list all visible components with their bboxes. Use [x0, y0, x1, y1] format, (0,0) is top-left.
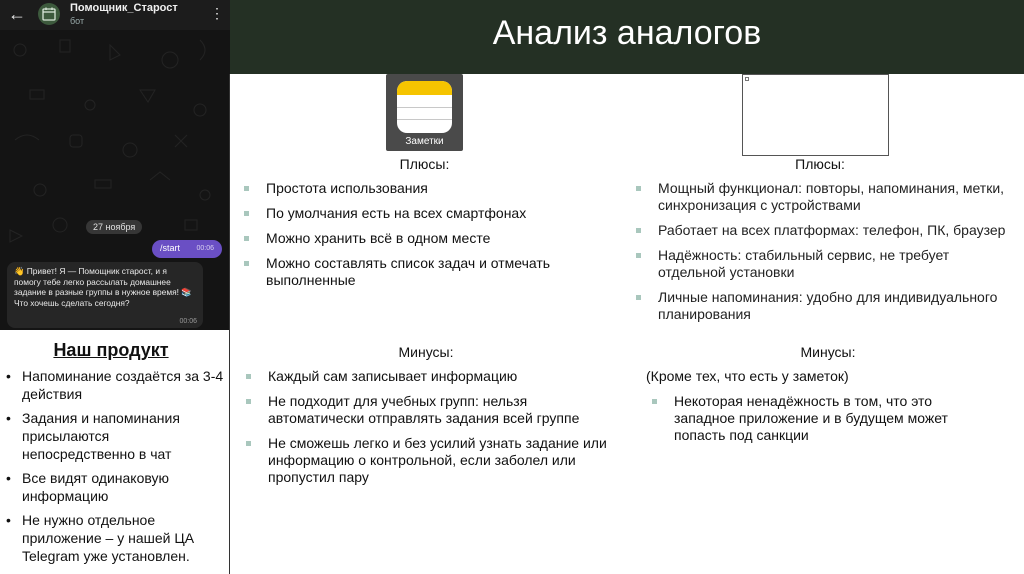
notes-app-icon	[386, 74, 463, 151]
notes-cons-title: Минусы:	[398, 344, 454, 360]
notes-pros-list	[240, 180, 600, 297]
list-item: Каждый сам записывает информацию	[242, 368, 612, 385]
list-item: Личные напоминания: удобно для индивидуального планирования	[632, 289, 1012, 323]
list-item: • Все видят одинаковую информацию	[4, 469, 224, 505]
calendar-icon	[42, 7, 56, 21]
list-item: Не подходит для учебных групп: нельзя автоматически отправлять задания всей группе	[242, 393, 612, 427]
notes-app-label: Заметки	[405, 136, 444, 147]
list-item: По умолчания есть на всех смартфонах	[240, 205, 600, 222]
column-divider	[229, 74, 230, 574]
arrow-left-icon[interactable]: ←	[8, 4, 26, 24]
list-item: Можно составлять список задач и отмечать выполненные	[240, 255, 600, 289]
app-screenshot-placeholder	[742, 74, 889, 156]
incoming-message	[7, 262, 203, 328]
product-title: Наш продукт	[53, 340, 169, 360]
chat-top-bar	[0, 0, 230, 30]
bot-name[interactable]: Помощник_Старост	[70, 2, 178, 14]
reminder-cons-note: (Кроме тех, что есть у заметок)	[646, 368, 849, 384]
notepad-icon	[397, 81, 452, 133]
reminder-cons-title: Минусы:	[800, 344, 856, 360]
reminder-cons-list	[648, 393, 988, 452]
list-item: Не сможешь легко и без усилий узнать задание или информацию о контрольной, если заболел или пропустил пару	[242, 435, 612, 486]
outgoing-message-text: /start	[160, 243, 181, 253]
date-badge: 27 ноября	[86, 220, 142, 234]
incoming-message-time: 00:06	[179, 318, 197, 325]
list-item: • Задания и напоминания присылаются непосредственно в чат	[4, 409, 224, 463]
list-item: Можно хранить всё в одном месте	[240, 230, 600, 247]
list-item: Мощный функционал: повторы, напоминания, метки, синхронизация с устройствами	[632, 180, 1012, 214]
slide-header	[230, 0, 1024, 74]
bot-avatar[interactable]	[38, 3, 60, 25]
list-item: • Не нужно отдельное приложение – у нашей ЦА Telegram уже установлен.	[4, 511, 224, 565]
outgoing-message-time: 00:06	[196, 245, 214, 252]
reminder-pros-list	[632, 180, 1012, 331]
incoming-message-text: 👋 Привет! Я — Помощник старост, и я помогу тебе легко рассылать домашнее задание в разные группы в нужное время! 📚 Что хочешь сделать сегодня?	[14, 266, 192, 308]
more-vertical-icon[interactable]: ⋮	[210, 5, 224, 21]
notes-cons-list	[242, 368, 612, 494]
broken-image-icon	[745, 77, 749, 81]
list-item: • Напоминание создаётся за 3-4 действия	[4, 367, 224, 403]
reminder-pros-title: Плюсы:	[795, 156, 845, 172]
list-item: Простота использования	[240, 180, 600, 197]
slide-title: Анализ аналогов	[492, 14, 762, 52]
product-feature-list	[4, 367, 224, 571]
list-item: Некоторая ненадёжность в том, что это западное приложение и в будущем может попасть под санкции	[648, 393, 988, 444]
list-item: Надёжность: стабильный сервис, не требует отдельной установки	[632, 247, 1012, 281]
bot-subtitle: бот	[70, 16, 85, 26]
outgoing-message	[152, 240, 222, 258]
telegram-chat-screenshot	[0, 0, 230, 330]
notes-pros-title: Плюсы:	[399, 156, 450, 172]
list-item: Работает на всех платформах: телефон, ПК, браузер	[632, 222, 1012, 239]
